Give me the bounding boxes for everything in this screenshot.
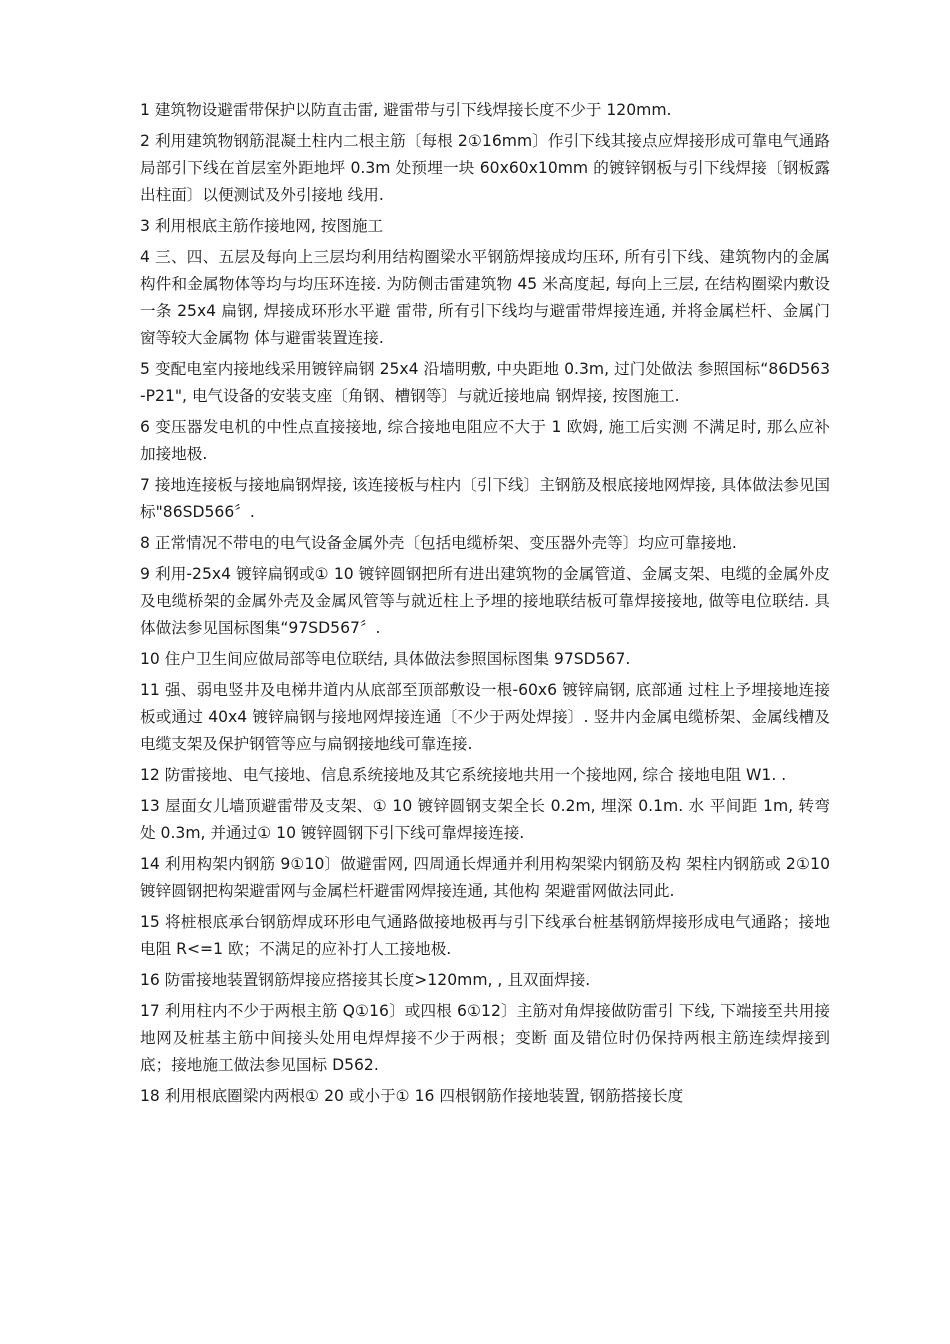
paragraph-8: 8 正常情况不带电的电气设备金属外壳〔包括电缆桥架、变压器外壳等〕均应可靠接地. bbox=[140, 534, 737, 552]
paragraph-11: 11 强、弱电竖井及电梯井道内从底部至顶部敷设一根-60x6 镀锌扁钢, 底部通 过柱上予埋接地连接板或通过 40x4 镀锌扁钢与接地网焊接连通〔不少于两处焊接〕. 竖井内金属电缆桥架、金属线槽及电缆支架及保护钢管等应与扁钢接地线可靠连接. bbox=[140, 681, 830, 753]
paragraph-7: 7 接地连接板与接地扁钢焊接, 该连接板与柱内〔引下线〕主钢筋及根底接地网焊接, 具体做法参见国标"86SD566〞. bbox=[140, 476, 830, 521]
paragraph-16: 16 防雷接地装置钢筋焊接应搭接其长度>120mm, , 且双面焊接. bbox=[140, 971, 591, 989]
paragraph-4: 4 三、四、五层及每向上三层均利用结构圈梁水平钢筋焊接成均压环, 所有引下线、建筑物内的金属构件和金属物体等均与均压环连接. 为防侧击雷建筑物 45 米高度起, 每向上三层, 在结构圈梁内敷设一条 25x4 扁钢, 焊接成环形水平避 雷带, 所有引下线均与避雷带焊接连通, 并将金属栏杆、金属门窗等较大金属物 体与避雷装置连接. bbox=[140, 248, 830, 347]
paragraph-5: 5 变配电室内接地线采用镀锌扁钢 25x4 沿墙明敷, 中央距地 0.3m, 过门处做法 参照国标“86D563-P21", 电气设备的安装支座〔角钢、槽钢等〕与就近接地扁 钢焊接, 按图施工. bbox=[140, 360, 830, 405]
document-body bbox=[140, 97, 830, 1114]
paragraph-3: 3 利用根底主筋作接地网, 按图施工 bbox=[140, 217, 384, 235]
paragraph-14: 14 利用构架内钢筋 9①10〕做避雷网, 四周通长焊通并利用构架梁内钢筋及构 架柱内钢筋或 2①10 镀锌圆钢把构架避雷网与金属栏杆避雷网焊接连通, 其他构 架避雷网做法同此. bbox=[140, 855, 830, 900]
paragraph-2: 2 利用建筑物钢筋混凝土柱内二根主筋〔每根 2①16mm〕作引下线其接点应焊接形成可靠电气通路局部引下线在首层室外距地坪 0.3m 处预埋一块 60x60x10mm 的镀锌钢板与引下线焊接〔钢板露出柱面〕以便测试及外引接地 线用. bbox=[140, 132, 830, 204]
paragraph-15: 15 将桩根底承台钢筋焊成环形电气通路做接地极再与引下线承台桩基钢筋焊接形成电气通路；接地电阻 R<=1 欧；不满足的应补打人工接地极. bbox=[140, 913, 830, 958]
paragraph-1: 1 建筑物设避雷带保护以防直击雷, 避雷带与引下线焊接长度不少于 120mm. bbox=[140, 101, 672, 119]
paragraph-13: 13 屋面女儿墙顶避雷带及支架、① 10 镀锌圆钢支架全长 0.2m, 埋深 0.1m. 水 平间距 1m, 转弯处 0.3m, 并通过① 10 镀锌圆钢下引下线可靠焊接连接. bbox=[140, 797, 830, 842]
paragraph-12: 12 防雷接地、电气接地、信息系统接地及其它系统接地共用一个接地网, 综合 接地电阻 W1. . bbox=[140, 766, 787, 784]
paragraph-6: 6 变压器发电机的中性点直接接地, 综合接地电阻应不大于 1 欧姆, 施工后实测 不满足时, 那么应补加接地极. bbox=[140, 418, 830, 463]
paragraph-9: 9 利用-25x4 镀锌扁钢或① 10 镀锌圆钢把所有进出建筑物的金属管道、金属支架、电缆的金属外皮及电缆桥架的金属外壳及金属风管等与就近柱上予埋的接地联结板可靠焊接接地, 做等电位联结. 具体做法参见国标图集“97SD567〞. bbox=[140, 565, 830, 637]
paragraph-18: 18 利用根底圈梁内两根① 20 或小于① 16 四根钢筋作接地装置, 钢筋搭接长度 bbox=[140, 1087, 684, 1105]
paragraph-17: 17 利用柱内不少于两根主筋 Q①16〕或四根 6①12〕主筋对角焊接做防雷引 下线, 下端接至共用接地网及桩基主筋中间接头处用电焊焊接不少于两根；变断 面及错位时仍保持两根主筋连续焊接到底；接地施工做法参见国标 D562. bbox=[140, 1002, 830, 1074]
paragraph-10: 10 住户卫生间应做局部等电位联结, 具体做法参照国标图集 97SD567. bbox=[140, 650, 631, 668]
